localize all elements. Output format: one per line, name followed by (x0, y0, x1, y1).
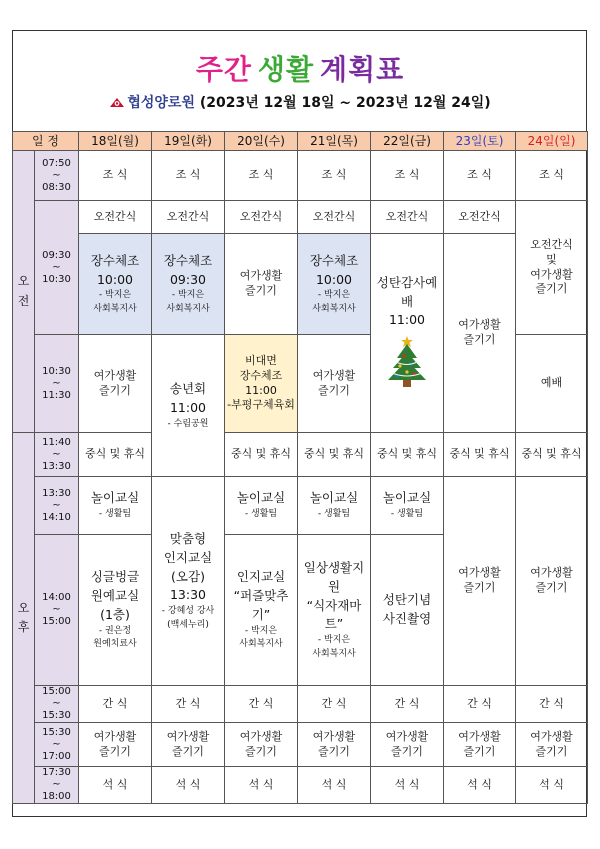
time-late-morning: 10:30 ~ 11:30 (35, 335, 79, 433)
singalong-note: - 권은정 원예치료사 (93, 625, 137, 650)
time-evening-leisure: 15:30 ~ 17:00 (35, 723, 79, 767)
cell-sat-dinner: 석 식 (444, 767, 516, 804)
cell-fri-evening-leisure: 여가생활 즐기기 (371, 723, 444, 767)
cell-mon-longevity (79, 234, 152, 335)
play-title: 놀이교실 (90, 490, 140, 506)
cell-fri-lunch: 중식 및 휴식 (371, 433, 444, 477)
play-note: - 생활팀 (244, 509, 278, 520)
cell-wed-breakfast: 조 식 (225, 151, 298, 201)
cell-sat-am-snack: 오전간식 (444, 201, 516, 234)
cell-sat-breakfast: 조 식 (444, 151, 516, 201)
row-snack (13, 686, 588, 723)
cell-mon-dinner: 석 식 (79, 767, 152, 804)
session-am: 오 전 (13, 151, 35, 433)
cell-wed-play (225, 477, 298, 535)
session-pm: 오 후 (13, 433, 35, 804)
time-dinner: 17:30 ~ 18:00 (35, 767, 79, 804)
cell-mon-evening-leisure: 여가생활 즐기기 (79, 723, 152, 767)
date-range: (2023년 12월 18일 ~ 2023년 12월 24일) (199, 95, 491, 111)
cell-wed-snack: 간 식 (225, 686, 298, 723)
christmas-service-text: 성탄감사예배 11:00 (376, 274, 438, 328)
play-title: 놀이교실 (309, 490, 359, 506)
cell-fri-dinner: 석 식 (371, 767, 444, 804)
time-breakfast: 07:50 ~ 08:30 (35, 151, 79, 201)
cell-wed-puzzle (225, 535, 298, 686)
cell-thu-evening-leisure: 여가생활 즐기기 (298, 723, 371, 767)
play-title: 놀이교실 (382, 490, 432, 506)
title-part-3: 계획표 (320, 53, 405, 86)
cell-wed-evening-leisure: 여가생활 즐기기 (225, 723, 298, 767)
cell-mon-singalong (79, 535, 152, 686)
cell-sun-evening-leisure: 여가생활 즐기기 (516, 723, 588, 767)
time-morning-program: 09:30 ~ 10:30 (35, 201, 79, 335)
row-breakfast (13, 151, 588, 201)
puzzle-note: - 박지은 사회복지사 (239, 625, 283, 650)
cell-wed-remote-exercise: 비대면 장수체조 11:00 -부평구체육회 (225, 335, 298, 433)
cell-tue-evening-leisure: 여가생활 즐기기 (152, 723, 225, 767)
cell-mon-play (79, 477, 152, 535)
longevity-note: - 박지은 사회복지사 (166, 290, 210, 314)
time-snack: 15:00 ~ 15:30 (35, 686, 79, 723)
cell-sat-evening-leisure: 여가생활 즐기기 (444, 723, 516, 767)
header-day-mon: 18일(월) (79, 132, 152, 151)
org-name: 협성양로원 (127, 95, 195, 111)
cell-wed-lunch: 중식 및 휴식 (225, 433, 298, 477)
cell-wed-am-snack: 오전간식 (225, 201, 298, 234)
row-play (13, 477, 588, 535)
cell-tue-longevity (152, 234, 225, 335)
longevity-note: - 박지은 사회복지사 (93, 290, 137, 314)
farewell-text: 송년회 11:00 (169, 381, 207, 415)
time-play: 13:30 ~ 14:10 (35, 477, 79, 535)
subtitle (0, 92, 600, 112)
cell-tue-custom-cognitive (152, 477, 225, 686)
header-day-tue: 19일(화) (152, 132, 225, 151)
cell-thu-daily-support (298, 535, 371, 686)
cell-sat-leisure: 여가생활 즐기기 (444, 234, 516, 433)
longevity-title: 장수체조 (90, 252, 140, 268)
cell-sun-pm-leisure: 여가생활 즐기기 (516, 477, 588, 686)
row-lunch (13, 433, 588, 477)
longevity-title: 장수체조 (309, 252, 359, 268)
title-part-1: 주간 (195, 53, 252, 86)
cell-thu-longevity (298, 234, 371, 335)
header-day-sat: 23일(토) (444, 132, 516, 151)
cell-fri-photo: 성탄기념 사진촬영 (371, 535, 444, 686)
schedule-table (12, 131, 588, 804)
header-row (13, 132, 588, 151)
cell-thu-dinner: 석 식 (298, 767, 371, 804)
farewell-note: - 수림공원 (167, 418, 209, 429)
header-day-wed: 20일(수) (225, 132, 298, 151)
cell-sun-worship: 예배 (516, 335, 588, 433)
cell-fri-am-snack: 오전간식 (371, 201, 444, 234)
cell-sat-lunch: 중식 및 휴식 (444, 433, 516, 477)
cell-thu-lunch: 중식 및 휴식 (298, 433, 371, 477)
cell-tue-breakfast: 조 식 (152, 151, 225, 201)
header-day-sun: 24일(일) (516, 132, 588, 151)
cell-tue-am-snack: 오전간식 (152, 201, 225, 234)
cell-mon-breakfast: 조 식 (79, 151, 152, 201)
cell-thu-breakfast: 조 식 (298, 151, 371, 201)
longevity-time: 09:30 (169, 271, 207, 287)
singalong-text: 싱글벙글 원예교실 (1층) (90, 569, 140, 622)
play-note: - 생활팀 (98, 509, 132, 520)
cell-mon-am-snack: 오전간식 (79, 201, 152, 234)
row-morning-program (13, 234, 588, 335)
cell-tue-dinner: 석 식 (152, 767, 225, 804)
longevity-time: 10:00 (315, 271, 353, 287)
cell-fri-snack: 간 식 (371, 686, 444, 723)
cell-wed-dinner: 석 식 (225, 767, 298, 804)
cell-thu-snack: 간 식 (298, 686, 371, 723)
time-lunch: 11:40 ~ 13:30 (35, 433, 79, 477)
org-logo-icon (109, 96, 125, 108)
row-am-snack (13, 201, 588, 234)
daily-support-text: 일상생활지원 “식자재마트” (303, 560, 365, 632)
page-title (0, 48, 600, 88)
cell-sun-am-snack-leisure: 오전간식 및 여가생활 즐기기 (516, 201, 588, 335)
header-schedule: 일 정 (13, 132, 79, 151)
longevity-note: - 박지은 사회복지사 (312, 290, 356, 314)
cell-tue-snack: 간 식 (152, 686, 225, 723)
cell-tue-farewell (152, 335, 225, 477)
custom-cognitive-note: - 강혜성 강사 (백세누리) (161, 606, 215, 630)
puzzle-text: 인지교실 “퍼즐맞추기” (233, 569, 289, 622)
longevity-time: 10:00 (96, 271, 134, 287)
cell-sat-pm-leisure: 여가생활 즐기기 (444, 477, 516, 686)
cell-sun-breakfast: 조 식 (516, 151, 588, 201)
longevity-title: 장수체조 (163, 252, 213, 268)
cell-mon-lunch: 중식 및 휴식 (79, 433, 152, 477)
cell-sun-snack: 간 식 (516, 686, 588, 723)
cell-mon-leisure: 여가생활 즐기기 (79, 335, 152, 433)
cell-fri-breakfast: 조 식 (371, 151, 444, 201)
header-day-fri: 22일(금) (371, 132, 444, 151)
daily-support-note: - 박지은 사회복지사 (312, 635, 356, 659)
cell-wed-leisure: 여가생활 즐기기 (225, 234, 298, 335)
cell-sun-lunch: 중식 및 휴식 (516, 433, 588, 477)
cell-mon-snack: 간 식 (79, 686, 152, 723)
header-day-thu: 21일(목) (298, 132, 371, 151)
cell-thu-am-snack: 오전간식 (298, 201, 371, 234)
play-note: - 생활팀 (317, 509, 351, 520)
play-note: - 생활팀 (390, 509, 424, 520)
play-title: 놀이교실 (236, 490, 286, 506)
custom-cognitive-text: 맞춤형 인지교실 (오감) 13:30 (163, 531, 213, 603)
time-afternoon-program: 14:00 ~ 15:00 (35, 535, 79, 686)
cell-fri-christmas-service (371, 234, 444, 433)
row-evening-leisure (13, 723, 588, 767)
title-part-2: 생활 (257, 53, 315, 86)
cell-thu-leisure: 여가생활 즐기기 (298, 335, 371, 433)
row-dinner (13, 767, 588, 804)
cell-fri-play (371, 477, 444, 535)
cell-sat-snack: 간 식 (444, 686, 516, 723)
cell-thu-play (298, 477, 371, 535)
cell-sun-dinner: 석 식 (516, 767, 588, 804)
christmas-tree-icon (384, 334, 430, 392)
